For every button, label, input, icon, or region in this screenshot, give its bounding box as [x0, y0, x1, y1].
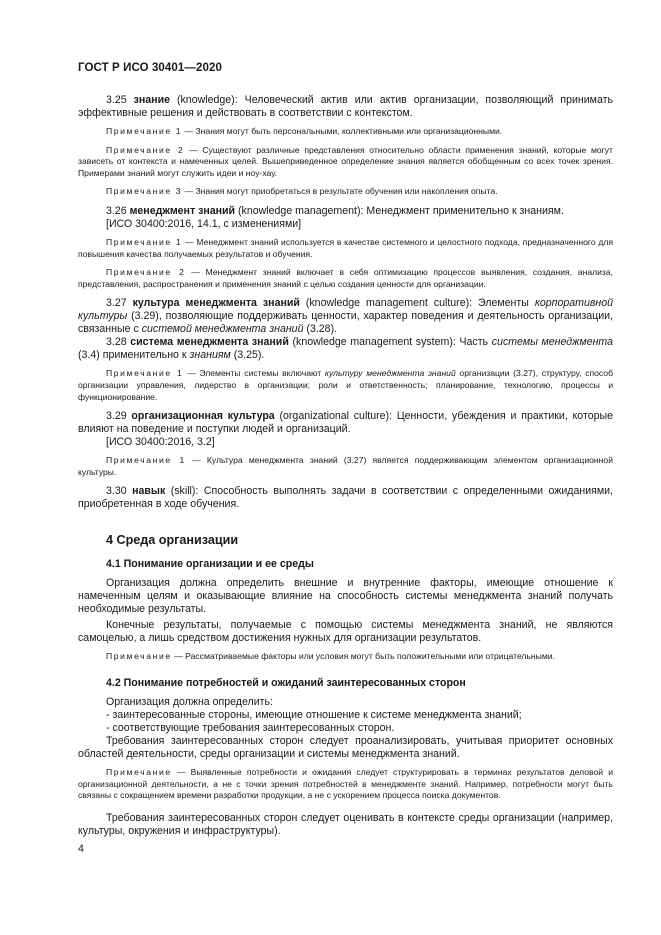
term-definition: (skill): Способность выполнять задачи в соответствии с определенными ожиданиями, приобретенная в ходе обучения.: [78, 485, 613, 511]
paragraph: Организация должна определить:: [106, 695, 273, 708]
page-number: 4: [78, 843, 84, 855]
term-number: 3.28: [106, 336, 127, 349]
term-number: 3.27: [106, 297, 127, 310]
term-3-29: [78, 410, 613, 436]
list-item: - соответствующие требования заинтересованных сторон.: [106, 721, 395, 734]
standard-header: ГОСТ Р ИСО 30401—2020: [78, 62, 223, 74]
subsection-heading: 4.1 Понимание организации и ее среды: [106, 558, 314, 571]
note: Примечание 2 — Менеджмент знаний включает в себя оптимизацию процессов выявления, создания, анализа, представления, распространения и применения знаний с целью создания ценности для организации.: [78, 267, 614, 289]
note-text: Знания могут быть персональными, коллективными или организационными.: [195, 126, 503, 136]
term-crossref: корпоративной культуры: [78, 297, 613, 323]
note-label: Примечание 2: [106, 144, 185, 155]
note-text: Существуют различные представления относительно области применения знаний, которые могут зависеть от контекста и намеченных целей. Вышеприведенное определение знания является обобщенным со всех точек зрения. Примерами знаний могут служить идеи и ноу-хау.: [78, 144, 613, 178]
term-3-25: [78, 94, 613, 120]
term-definition: (knowledge management): Менеджмент применительно к знаниям.: [238, 204, 564, 217]
term-title: система менеджмента знаний: [130, 336, 289, 349]
note-text: Знания могут приобретаться в результате обучения или накопления опыта.: [195, 186, 498, 197]
note-label: Примечание 1: [106, 455, 186, 466]
term-title: знание: [133, 94, 170, 106]
term-number: 3.30: [106, 485, 127, 498]
note-text: Менеджмент знаний включает в себя оптимизацию процессов выявления, создания, анализа, представления, распространения и применения знаний с целью создания ценности для организации.: [78, 267, 614, 289]
note: Примечание 1 — Менеджмент знаний используется в качестве системного и целостного подхода, предназначенного для повышения качества получаемых результатов и обучения.: [78, 236, 614, 259]
note-label: Примечание 1: [106, 236, 183, 247]
term-number: 3.25: [106, 94, 127, 106]
note-text: Выявленные потребности и ожидания следует структурировать в терминах результатов деловой и организационной деятельности, а не с точки зрения потребностей в менеджменте знаний. Например, потребности могут быть связаны с сокращением времени разработки продукции, а не с ускорением процесса поиска документов.: [78, 766, 614, 801]
paragraph: Требования заинтересованных сторон следует оценивать в контексте среды организации (например, культуры, окружения и инфраструктуры).: [78, 811, 613, 837]
note: Примечание 1 — Культура менеджмента знаний (3.27) является поддерживающим элементом организационной культуры.: [78, 455, 614, 477]
note: Примечание 2 — Существуют различные представления относительно области применения знаний, которые могут зависеть от контекста и намеченных целей. Вышеприведенное определение знания является обобщенным со всех точек зрения. Примерами знаний могут служить идеи и ноу-хау.: [78, 144, 613, 178]
section-heading: 4 Среда организации: [106, 533, 239, 548]
page-content: [78, 94, 613, 841]
term-title: организационная культура: [131, 410, 275, 423]
term-crossref: системы менеджмента: [491, 336, 614, 349]
term-3-26: [78, 205, 613, 218]
term-crossref: знаниям: [189, 349, 231, 362]
source-reference: [ИСО 30400:2016, 3.2]: [106, 436, 215, 449]
term-3-27: 3.27 культура менеджмента знаний (knowledge management culture): Элементы корпоративной культуры (3.29), позволяющие поддерживать ценности, характер поведения и деятельность организации, связанные с системой менеджмента знаний (3.28).: [78, 297, 613, 336]
note-label: Примечание 1: [106, 126, 183, 136]
note-text: Культура менеджмента знаний (3.27) является поддерживающим элементом организационной культуры.: [78, 455, 614, 477]
term-3-28: 3.28 система менеджмента знаний (knowledge management system): Часть системы менеджмента (3.4) применительно к знаниям (3.25).: [78, 336, 614, 362]
note-text: Рассматриваемые факторы или условия могут быть положительными или отрицательными.: [185, 651, 555, 662]
note: Примечание — Рассматриваемые факторы или условия могут быть положительными или отрицательными.: [106, 651, 555, 662]
note-label: Примечание 2: [106, 267, 186, 278]
note-label: Примечание: [106, 766, 172, 777]
source-reference: [ИСО 30400:2016, 14.1, с изменениями]: [106, 217, 302, 230]
term-title: навык: [132, 485, 166, 498]
note-label: Примечание: [106, 651, 172, 662]
term-3-30: [78, 485, 613, 511]
note-label: Примечание 1: [106, 368, 184, 379]
note: Примечание 1 — Знания могут быть персональными, коллективными или организационными.: [106, 126, 503, 136]
term-definition: (knowledge): Человеческий актив или актив организации, позволяющий принимать эффективные решения и действовать в соответствии с контекстом.: [78, 94, 613, 119]
subsection-heading: 4.2 Понимание потребностей и ожиданий заинтересованных сторон: [106, 676, 466, 689]
paragraph: Организация должна определить внешние и внутренние факторы, имеющие отношение к намеченным целям и оказывающие влияние на способность системы менеджмента знаний получать необходимые результаты.: [78, 577, 613, 616]
note: Примечание — Выявленные потребности и ожидания следует структурировать в терминах результатов деловой и организационной деятельности, а не с точки зрения потребностей в менеджменте знаний. Например, потребности могут быть связаны с сокращением времени разработки продукции, а не с ускорением процесса поиска документов.: [78, 766, 614, 801]
term-crossref: культуру менеджмента знаний: [324, 368, 456, 379]
term-crossref: системой менеджмента знаний: [141, 323, 304, 336]
paragraph: Требования заинтересованных сторон следует проанализировать, учитывая приоритет основных областей деятельности, среды организации и системы менеджмента знаний.: [78, 734, 613, 760]
term-title: менеджмент знаний: [129, 204, 236, 217]
term-title: культура менеджмента знаний: [132, 297, 300, 310]
note-text: Менеджмент знаний используется в качестве системного и целостного подхода, предназначенного для повышения качества получаемых результатов и обучения.: [78, 236, 614, 259]
term-number: 3.29: [106, 410, 127, 423]
term-definition: (organizational culture): Ценности, убеждения и практики, которые влияют на поведение и поступки людей и организаций.: [78, 410, 613, 436]
term-number: 3.26: [106, 204, 127, 217]
note-label: Примечание 3: [106, 186, 183, 197]
note: Примечание 1 — Элементы системы включают культуру менеджмента знаний организации (3.27), структуру, способ организации управления, лидерство в организации; роли и ответственность; планирование, технологию, процессы и функционирование.: [78, 368, 614, 402]
note: Примечание 3 — Знания могут приобретаться в результате обучения или накопления опыта.: [106, 186, 498, 197]
list-item: - заинтересованные стороны, имеющие отношение к системе менеджмента знаний;: [106, 708, 522, 721]
paragraph: Конечные результаты, получаемые с помощью системы менеджмента знаний, не являются самоцелью, а лишь средством достижения нужных для организации результатов.: [78, 619, 613, 645]
